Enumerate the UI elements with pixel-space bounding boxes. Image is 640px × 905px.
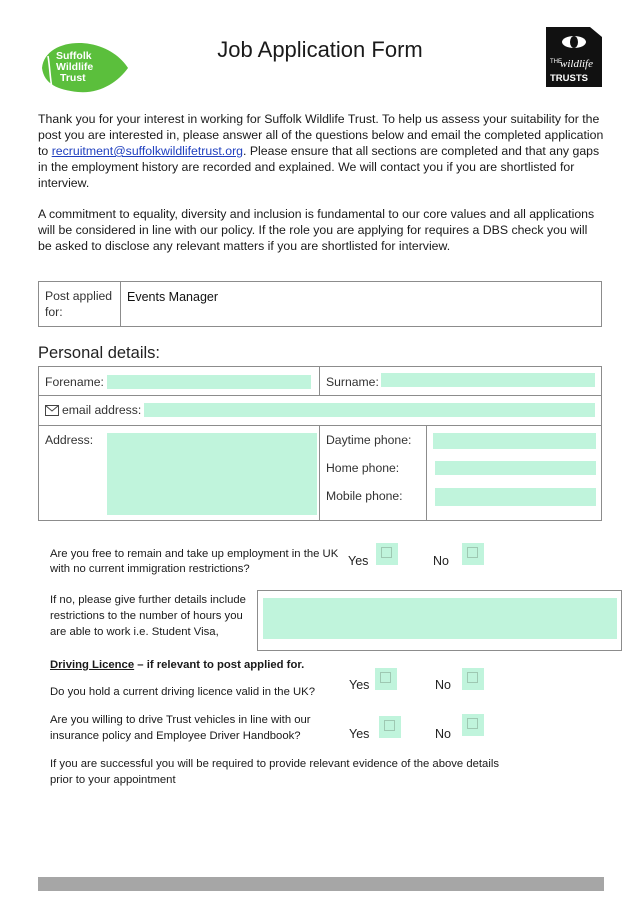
footer-bar bbox=[38, 877, 604, 891]
drive-yes-label: Yes bbox=[349, 727, 370, 741]
mobile-phone-input[interactable] bbox=[435, 488, 596, 506]
drive-no-checkbox[interactable] bbox=[462, 714, 484, 736]
logo-left-line1: Suffolk bbox=[56, 50, 92, 62]
personal-details-heading: Personal details: bbox=[38, 344, 160, 362]
driving-licence-heading-rest: – if relevant to post applied for. bbox=[134, 659, 305, 671]
right-to-work-question: Are you free to remain and take up employment in the UK with no current immigration restrictions? bbox=[50, 548, 339, 575]
evidence-note: If you are successful you will be required to provide relevant evidence of the above details prior to your appointment bbox=[50, 758, 499, 786]
forename-input[interactable] bbox=[107, 375, 311, 389]
driving-licence-heading bbox=[50, 658, 304, 673]
daytime-phone-input[interactable] bbox=[433, 433, 596, 449]
post-applied-label: Post applied for: bbox=[45, 289, 113, 319]
address-label: Address: bbox=[45, 433, 94, 447]
surname-label: Surname: bbox=[326, 375, 379, 389]
intro-text-2: A commitment to equality, diversity and inclusion is fundamental to our core values and all applications will be considered in line with our policy. If the role you are applying for requires a DBS check you will be asked to disclose any relevant matters if you are shortlisted for interview. bbox=[38, 207, 595, 253]
wildlife-trusts-logo bbox=[546, 27, 602, 87]
logo-right-line2: wildlife bbox=[560, 58, 593, 70]
address-input[interactable] bbox=[107, 433, 317, 515]
right-to-work-yes-label: Yes bbox=[348, 554, 369, 568]
drive-yes-checkbox[interactable] bbox=[379, 716, 401, 738]
email-input[interactable] bbox=[144, 403, 595, 417]
right-to-work-no-label: No bbox=[433, 554, 449, 568]
intro-paragraph-2 bbox=[38, 206, 604, 254]
forename-label: Forename: bbox=[45, 375, 104, 389]
mobile-phone-label: Mobile phone: bbox=[326, 489, 403, 503]
licence-no-checkbox[interactable] bbox=[462, 668, 484, 690]
home-phone-input[interactable] bbox=[435, 461, 596, 475]
drive-vehicles-question: Are you willing to drive Trust vehicles in line with our insurance policy and Employee Driver Handbook? bbox=[50, 714, 311, 742]
recruitment-email-link[interactable]: recruitment@suffolkwildlifetrust.org bbox=[51, 144, 243, 158]
right-to-work-no-checkbox[interactable] bbox=[462, 543, 484, 565]
intro-text-1a: Thank you for your interest in working for Suffolk Wildlife Trust. To help us assess your suitability for the post you are interested in, please answer all of the questions below and email the completed application to bbox=[38, 112, 604, 158]
logo-right-line3: TRUSTS bbox=[550, 73, 588, 84]
post-applied-box bbox=[38, 281, 602, 327]
intro-paragraph-1 bbox=[38, 111, 604, 191]
right-to-work-yes-checkbox[interactable] bbox=[376, 543, 398, 565]
restrictions-details-input[interactable] bbox=[263, 598, 617, 639]
logo-right-line1: THE bbox=[550, 59, 562, 65]
licence-yes-label: Yes bbox=[349, 678, 370, 692]
post-applied-value[interactable]: Events Manager bbox=[127, 290, 219, 304]
page-title: Job Application Form bbox=[217, 37, 423, 62]
licence-no-label: No bbox=[435, 678, 451, 692]
drive-no-label: No bbox=[435, 727, 451, 741]
envelope-icon bbox=[45, 403, 59, 414]
intro-text-1b: . Please ensure that all sections are completed and that any gaps in the employment history are recorded and explained. We will contact you if you are shortlisted for interview. bbox=[38, 144, 600, 190]
licence-yes-checkbox[interactable] bbox=[375, 668, 397, 690]
daytime-phone-label: Daytime phone: bbox=[326, 433, 412, 447]
email-label: email address: bbox=[62, 403, 142, 417]
logo-left-line2: Wildlife bbox=[56, 61, 94, 73]
restrictions-details-label: If no, please give further details include restrictions to the number of hours you are able to work i.e. Student Visa, bbox=[50, 594, 246, 638]
surname-input[interactable] bbox=[381, 373, 595, 387]
home-phone-label: Home phone: bbox=[326, 461, 400, 475]
driving-licence-question: Do you hold a current driving licence valid in the UK? bbox=[50, 686, 315, 698]
driving-licence-heading-underlined: Driving Licence bbox=[50, 659, 135, 671]
logo-left-line3: Trust bbox=[60, 72, 86, 84]
